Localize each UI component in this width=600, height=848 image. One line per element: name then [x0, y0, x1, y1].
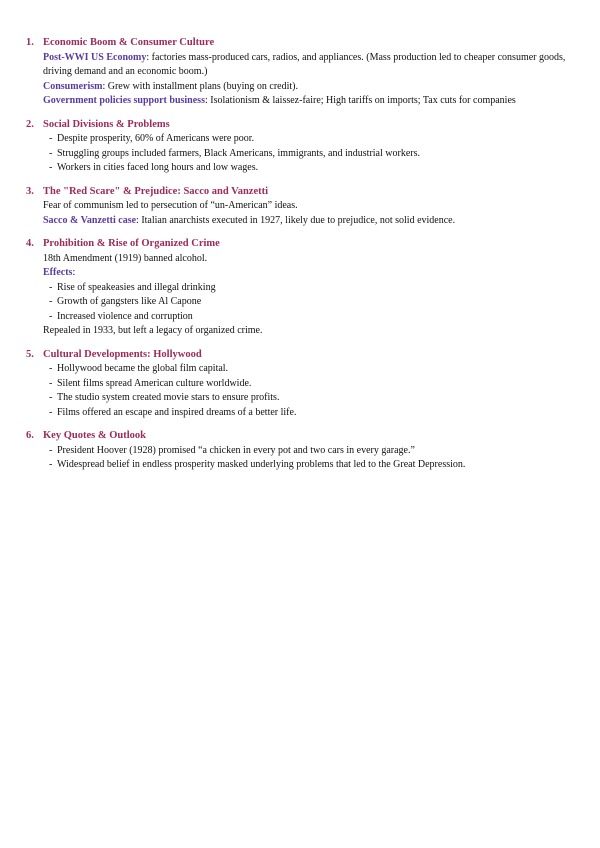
outline-section [26, 118, 566, 176]
body-line [43, 80, 566, 95]
bullet-item [43, 391, 566, 406]
term-label: Sacco & Vanzetti case [43, 214, 137, 226]
dash-marker: - [49, 459, 53, 470]
body-line [43, 266, 566, 281]
body-line [43, 51, 566, 80]
outline-section [26, 348, 566, 421]
bullet-text: Films offered an escape and inspired dreams of a better life. [57, 406, 297, 418]
section-number: 6. [26, 430, 34, 441]
bullet-item [43, 295, 566, 310]
body-text: : Grew with installment plans (buying on credit). [102, 80, 298, 92]
section-number: 4. [26, 238, 34, 249]
dash-marker: - [49, 310, 53, 322]
section-heading: Prohibition & Rise of Organized Crime [43, 238, 220, 249]
bullet-text: Hollywood became the global film capital. [57, 363, 229, 374]
dash-marker: - [49, 444, 53, 456]
bullet-text: Workers in cities faced long hours and low wages. [57, 162, 259, 173]
section-number: 2. [26, 118, 34, 130]
bullet-text: Rise of speakeasies and illegal drinking [57, 281, 216, 293]
term-label: Effects [43, 267, 73, 278]
section-number: 5. [26, 348, 34, 360]
dash-marker: - [49, 281, 53, 293]
body-text: Repealed in 1933, but left a legacy of organized crime. [43, 325, 263, 336]
section-number: 1. [26, 37, 34, 48]
section-heading: The "Red Scare" & Prejudice: Sacco and Vanzetti [43, 185, 269, 197]
bullet-item [43, 147, 566, 162]
term-label: Post-WWI US Economy [43, 51, 147, 63]
bullet-text: Struggling groups included farmers, Black Americans, immigrants, and industrial workers. [57, 147, 420, 159]
dash-marker: - [49, 363, 53, 374]
dash-marker: - [49, 377, 53, 389]
body-text: Fear of communism led to persecution of “un-American” ideas. [43, 200, 298, 211]
term-label: Consumerism [43, 80, 103, 92]
section-heading: Cultural Developments: Hollywood [43, 348, 202, 360]
body-line [43, 252, 566, 267]
body-line [43, 324, 566, 339]
section-heading: Social Divisions & Problems [43, 118, 170, 130]
bullet-text: Despite prosperity, 60% of Americans were poor. [57, 133, 255, 144]
bullet-text: Growth of gangsters like Al Capone [57, 296, 202, 307]
bullet-item [43, 161, 566, 176]
dash-marker: - [49, 296, 53, 307]
term-label: Government policies support business [43, 95, 205, 106]
outline-section [26, 36, 566, 109]
section-number: 3. [26, 185, 34, 197]
bullet-item [43, 444, 566, 459]
body-text: : Italian anarchists executed in 1927, likely due to prejudice, not solid evidence. [136, 214, 456, 226]
outline-section [26, 185, 566, 229]
body-line [43, 214, 566, 229]
dash-marker: - [49, 162, 53, 173]
dash-marker: - [49, 406, 53, 418]
bullet-item [43, 406, 566, 421]
dash-marker: - [49, 147, 53, 159]
body-text: : Isolationism & laissez-faire; High tariffs on imports; Tax cuts for companies [204, 95, 516, 106]
body-text: : [72, 267, 76, 278]
body-text: : factories mass-produced cars, radios, and appliances. (Mass production led to cheaper consumer goods, driving demand and an economic boom.) [43, 51, 566, 77]
section-heading: Key Quotes & Outlook [43, 430, 146, 441]
dash-marker: - [49, 392, 53, 403]
bullet-text: The studio system created movie stars to ensure profits. [57, 392, 280, 403]
bullet-text: Increased violence and corruption [57, 310, 193, 322]
outline-list [26, 36, 566, 482]
bullet-item [43, 458, 566, 473]
section-heading: Economic Boom & Consumer Culture [43, 37, 215, 48]
bullet-text: Widespread belief in endless prosperity masked underlying problems that led to the Great Depression. [57, 459, 466, 470]
bullet-item [43, 132, 566, 147]
dash-marker: - [49, 133, 53, 144]
outline-section [26, 429, 566, 473]
bullet-item [43, 281, 566, 296]
bullet-item [43, 362, 566, 377]
bullet-text: Silent films spread American culture worldwide. [57, 377, 252, 389]
bullet-item [43, 377, 566, 392]
bullet-item [43, 310, 566, 325]
body-line [43, 199, 566, 214]
body-text: 18th Amendment (1919) banned alcohol. [43, 252, 208, 264]
body-line [43, 94, 566, 109]
bullet-text: President Hoover (1928) promised “a chicken in every pot and two cars in every garage.” [57, 444, 415, 456]
outline-section [26, 237, 566, 339]
